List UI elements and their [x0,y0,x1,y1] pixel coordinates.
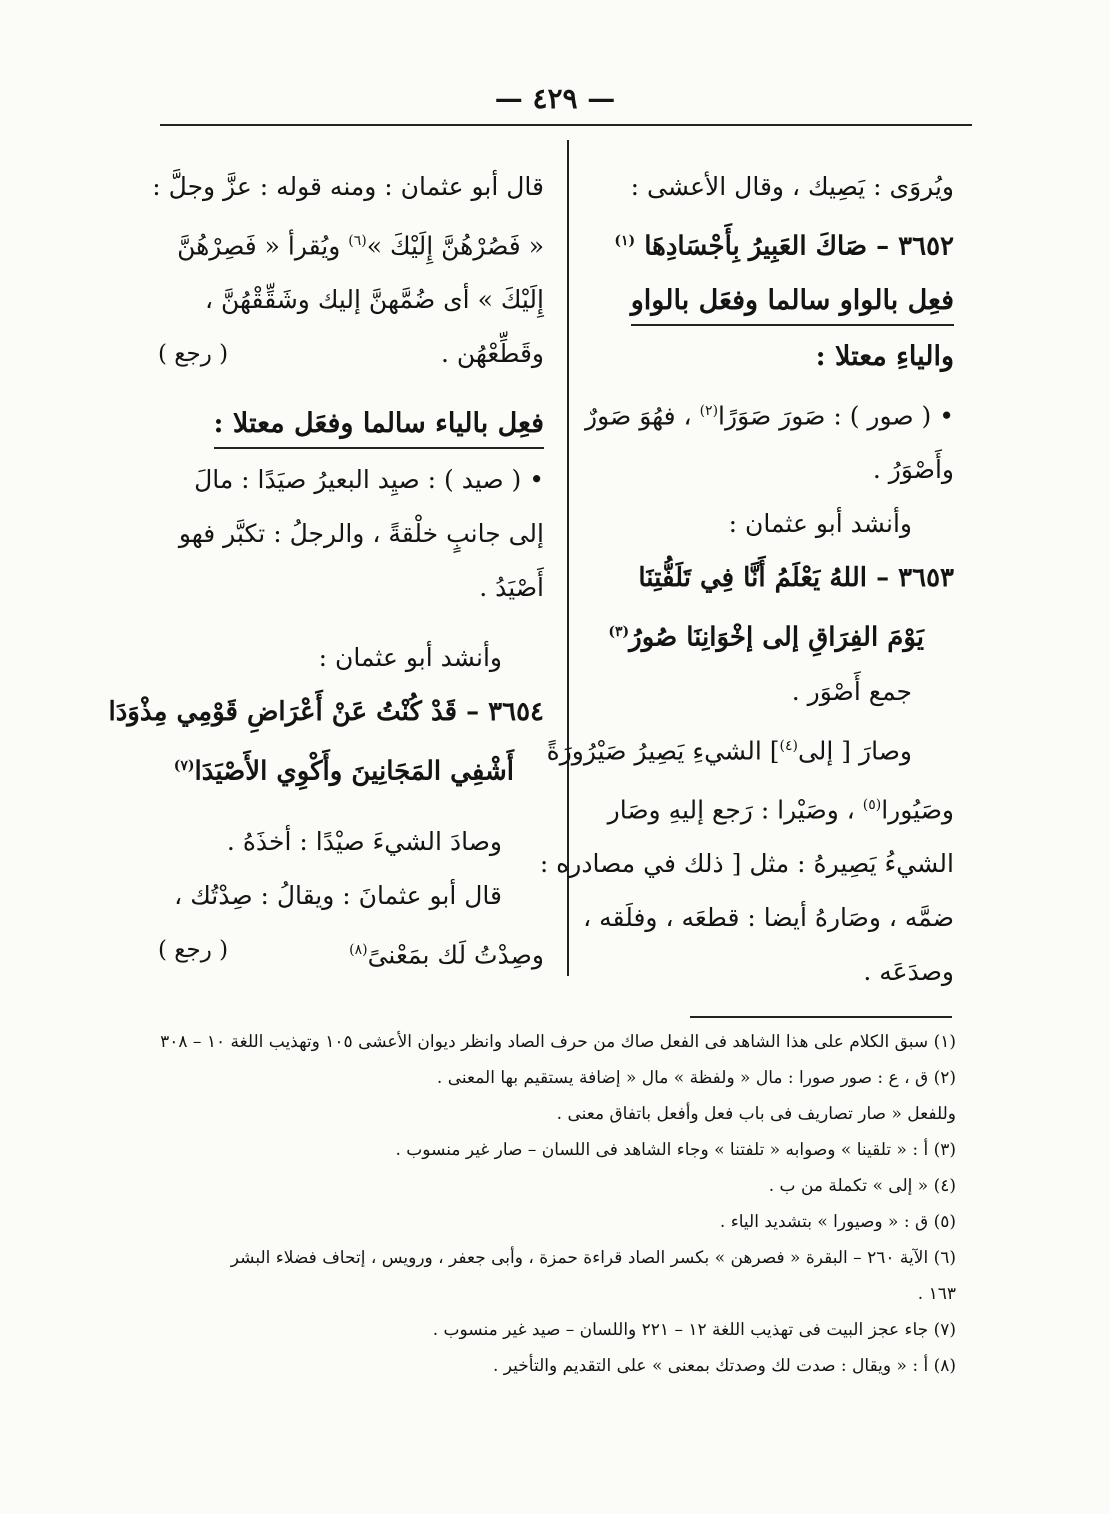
footnote-ref: (٣) [608,623,630,640]
text-line: « فَصُرْهُنَّ إِلَيْكَ »$^{(٦)}$ ويُقرأ « فَصِرْهُنَّ [177,231,544,261]
footnote-ref: (٨) [349,941,368,958]
return-mark: ( رجع ) [158,341,229,368]
text-line: وصارَ [ إلى$^{(٤)}$] الشيءِ يَصِيرُ صَيْرُورَةً [546,735,912,765]
footnote-rule [690,1016,952,1018]
text-line: الشيءُ يَصِيرهُ : مثل [ ذلك في مصادره : [539,849,954,879]
text-line: قال أبو عثمانَ : ويقالُ : صِدْتُك ، [174,880,502,910]
text-line: وصدَعَه . [863,957,954,987]
footnote-ref: (١) [614,233,636,249]
footnote-5: (٥) ق : « وصيورا » بتشديد الياء . [719,1212,956,1232]
page-number: — ٤٢٩ — [494,82,616,115]
header-rule [160,124,972,126]
verse-3653-a: ٣٦٥٣ – اللهُ يَعْلَمُ أَنَّا فِي تَلَفُّتِنَا [638,562,954,593]
text-line: وقَطِّعْهُن . ( رجع ) [158,327,544,381]
text-line: قال أبو عثمان : ومنه قوله : عزَّ وجلَّ : [152,172,544,201]
text-line: وصِدْتُ لَك بمَعْنىً$^{(٨)}$ ( رجع ) [158,923,544,982]
text-line: جمع أَصْوَر . [791,676,912,706]
text-line: إلى جانبٍ خلْقةً ، والرجلُ : تكبَّر فهو [178,519,544,549]
footnote-3: (٣) أ : « تلقينا » وصوابه « تلفتنا » وجاء الشاهد فى اللسان – صار غير منسوب . [395,1140,956,1160]
left-column [108,160,544,982]
text-line: ويُروَى : يَصِيك ، وقال الأعشى : [630,172,954,201]
footnote-2-cont: وللفعل « صار تصاريف فى باب فعل وأفعل باتفاق معنى . [556,1104,956,1124]
footnote-ref: (٤) [779,737,798,754]
text-line: ضمَّه ، وصَارهُ أيضا : قطعَه ، وفلَقه ، [583,903,954,933]
right-column [539,160,954,999]
verse-3654-b: أَشْفِي المَجَانِينَ وأَكْوِي الأَصْيَدَا$^{(٧)}$ [173,756,514,787]
text-line: وأنشد أبو عثمان : [728,508,912,538]
footnote-7: (٧) جاء عجز البيت فى تهذيب اللغة ١٢ – ٢٢١ واللسان – صيد غير منسوب . [432,1320,956,1340]
footnote-8: (٨) أ : « ويقال : صدت لك وصدتك بمعنى » على التقديم والتأخير . [492,1356,956,1376]
footnote-2: (٢) ق ، ع : صور صورا : مال « ولفظة » مال « إضافة يستقيم بها المعنى . [436,1068,956,1088]
footnote-4: (٤) « إلى » تكملة من ب . [768,1176,956,1196]
section-heading: فعِل بالياء سالما وفعَل معتلا : [214,401,544,449]
footnote-ref: (٦) [348,233,367,249]
return-mark: ( رجع ) [158,936,229,963]
text-line: وأَصْوَرُ . [872,454,954,484]
text-line: أَصْيَدُ . [479,573,544,603]
text-line: • ( صيد ) : صيِد البعيرُ صيَدًا : مالَ [194,465,544,495]
text-line: • ( صور ) : صَورَ صَوَرًا$^{(٢)}$ ، فهُوَ صَورٌ [585,400,954,430]
text-line: إِلَيْكَ » أى ضُمَّهنَّ إليك وشَقِّقْهُنَّ ، [204,285,544,315]
section-heading: فعِل بالواو سالما وفعَل بالواو [631,278,954,326]
footnote-6-cont: ١٦٣ . [917,1284,956,1304]
text-line: وصادَ الشيءَ صيْدًا : أخذَهُ . [226,826,502,856]
footnote-ref: (٧) [173,758,195,775]
text-line: وصَيُورا$^{(٥)}$ ، وصَيْرا : رَجع إليهِ وصَار [607,795,954,825]
section-heading-cont: والياءِ معتلا : [815,340,954,372]
footnote-1: (١) سبق الكلام على هذا الشاهد فى الفعل صاك من حرف الصاد وانظر ديوان الأعشى ١٠٥ وتهذيب اللغة ١٠ – ٣٠٨ [160,1032,956,1052]
footnote-ref: (٥) [862,796,882,813]
text-line: وأنشد أبو عثمان : [318,643,502,673]
footnote-ref: (٢) [699,402,719,419]
footnote-6: (٦) الآية ٢٦٠ – البقرة « فصرهن » بكسر الصاد قراءة حمزة ، وأبى جعفر ، ورويس ، إتحاف فضلاء البشر [230,1248,956,1268]
verse-3652: ٣٦٥٢ – صَاكَ العَبِيرُ بِأَجْسَادِهَا $^{(١)}$ [614,231,954,262]
footnotes [150,1024,956,1384]
verse-3654-a: ٣٦٥٤ – قَدْ كُنْتُ عَنْ أَعْرَاضِ قَوْمِي مِذْوَدَا [108,697,544,728]
verse-3653-b: يَوْمَ الفِرَاقِ إلى إخْوَانِنَا صُورُ$^{(٣)}$ [608,622,924,653]
